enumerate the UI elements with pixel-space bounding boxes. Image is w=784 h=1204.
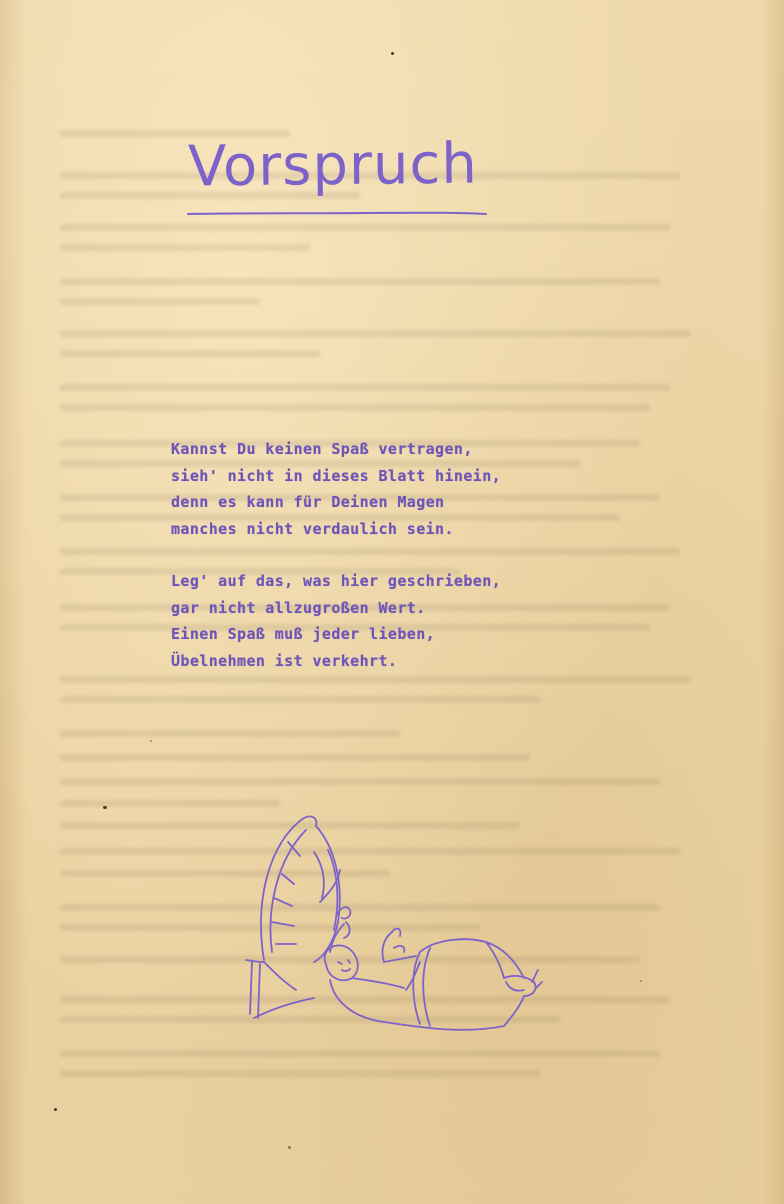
poem-line: Leg' auf das, was hier geschrieben, bbox=[171, 572, 502, 590]
reclining-figure-with-fan-drawing bbox=[234, 812, 544, 1044]
poem-line: sieh' nicht in dieses Blatt hinein, bbox=[171, 466, 502, 485]
paper-speck bbox=[54, 1108, 57, 1111]
poem-stanza-2 bbox=[171, 568, 501, 674]
poem-line: gar nicht allzugroßen Wert. bbox=[171, 598, 426, 617]
poem-line: Kannst Du keinen Spaß vertragen, bbox=[171, 440, 473, 458]
poem-line: denn es kann für Deinen Magen bbox=[171, 493, 445, 511]
poem-line: Übelnehmen ist verkehrt. bbox=[171, 651, 398, 670]
paper-speck bbox=[640, 980, 642, 982]
title-underline bbox=[186, 208, 488, 218]
paper-speck bbox=[391, 52, 394, 55]
paper-speck bbox=[288, 1146, 291, 1149]
poem-line: manches nicht verdaulich sein. bbox=[171, 519, 454, 538]
poem bbox=[171, 436, 501, 700]
poem-line: Einen Spaß muß jeder lieben, bbox=[171, 625, 436, 643]
poem-stanza-1 bbox=[171, 436, 501, 542]
paper-speck bbox=[103, 806, 107, 809]
page-title: Vorspruch bbox=[187, 131, 479, 200]
paper-speck bbox=[150, 740, 152, 742]
